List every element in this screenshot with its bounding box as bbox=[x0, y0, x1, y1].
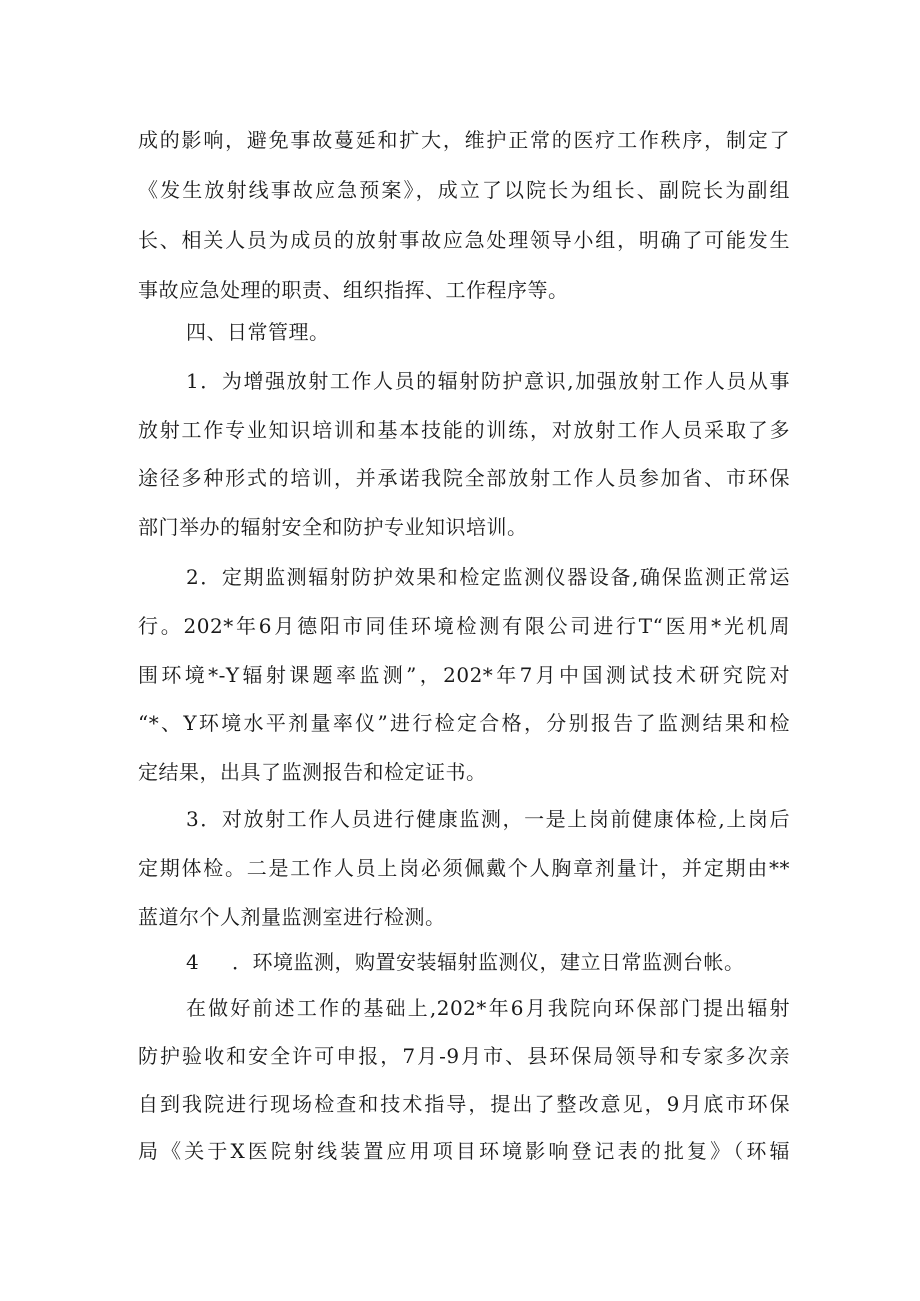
paragraph-line: 2．定期监测辐射防护效果和检定监测仪器设备,确保监测正常运 bbox=[186, 565, 790, 589]
paragraph-line: 长、相关人员为成员的放射事故应急处理领导小组，明确了可能发生 bbox=[138, 228, 790, 252]
paragraph-line: “*、Y环境水平剂量率仪”进行检定合格，分别报告了监测结果和检 bbox=[138, 711, 790, 735]
paragraph-line: 部门举办的辐射安全和防护专业知识培训。 bbox=[138, 515, 528, 539]
paragraph-line: 事故应急处理的职责、组织指挥、工作程序等。 bbox=[138, 278, 569, 302]
paragraph-line: 防护验收和安全许可申报，7月-9月市、县环保局领导和专家多次亲 bbox=[138, 1044, 790, 1068]
list-number: 4 bbox=[186, 950, 200, 974]
paragraph-line: 在做好前述工作的基础上,202*年6月我院向环保部门提出辐射 bbox=[186, 996, 790, 1020]
paragraph-line: 局《关于X医院射线装置应用项目环境影响登记表的批复》（环辐 bbox=[138, 1139, 790, 1163]
paragraph-line: 途径多种形式的培训，并承诺我院全部放射工作人员参加省、市环保 bbox=[138, 466, 790, 490]
paragraph-line: 自到我院进行现场检查和技术指导，提出了整改意见，9月底市环保 bbox=[138, 1092, 790, 1116]
paragraph-line: 定期体检。二是工作人员上岗必须佩戴个人胸章剂量计，并定期由** bbox=[138, 856, 790, 880]
paragraph-line: 3．对放射工作人员进行健康监测，一是上岗前健康体检,上岗后 bbox=[186, 807, 790, 831]
list-item-4 bbox=[186, 947, 790, 977]
paragraph-line: 《发生放射线事故应急预案》，成立了以院长为组长、副院长为副组 bbox=[138, 178, 790, 202]
paragraph-line: 行。202*年6月德阳市同佳环境检测有限公司进行T“医用*光机周 bbox=[138, 614, 790, 638]
paragraph-line: 蓝道尔个人剂量监测室进行检测。 bbox=[138, 905, 446, 929]
paragraph-line: 围环境*-Y辐射课题率监测”，202*年7月中国测试技术研究院对 bbox=[138, 663, 790, 687]
paragraph-line: 成的影响，避免事故蔓延和扩大，维护正常的医疗工作秩序，制定了 bbox=[138, 128, 790, 152]
section-heading: 四、日常管理。 bbox=[186, 320, 330, 344]
paragraph-line: 放射工作专业知识培训和基本技能的训练，对放射工作人员采取了多 bbox=[138, 418, 790, 442]
list-item-text: ．环境监测，购置安装辐射监测仪，建立日常监测台帐。 bbox=[232, 950, 745, 974]
paragraph-line: 1．为增强放射工作人员的辐射防护意识,加强放射工作人员从事 bbox=[186, 369, 790, 393]
paragraph-line: 定结果，出具了监测报告和检定证书。 bbox=[138, 760, 487, 784]
